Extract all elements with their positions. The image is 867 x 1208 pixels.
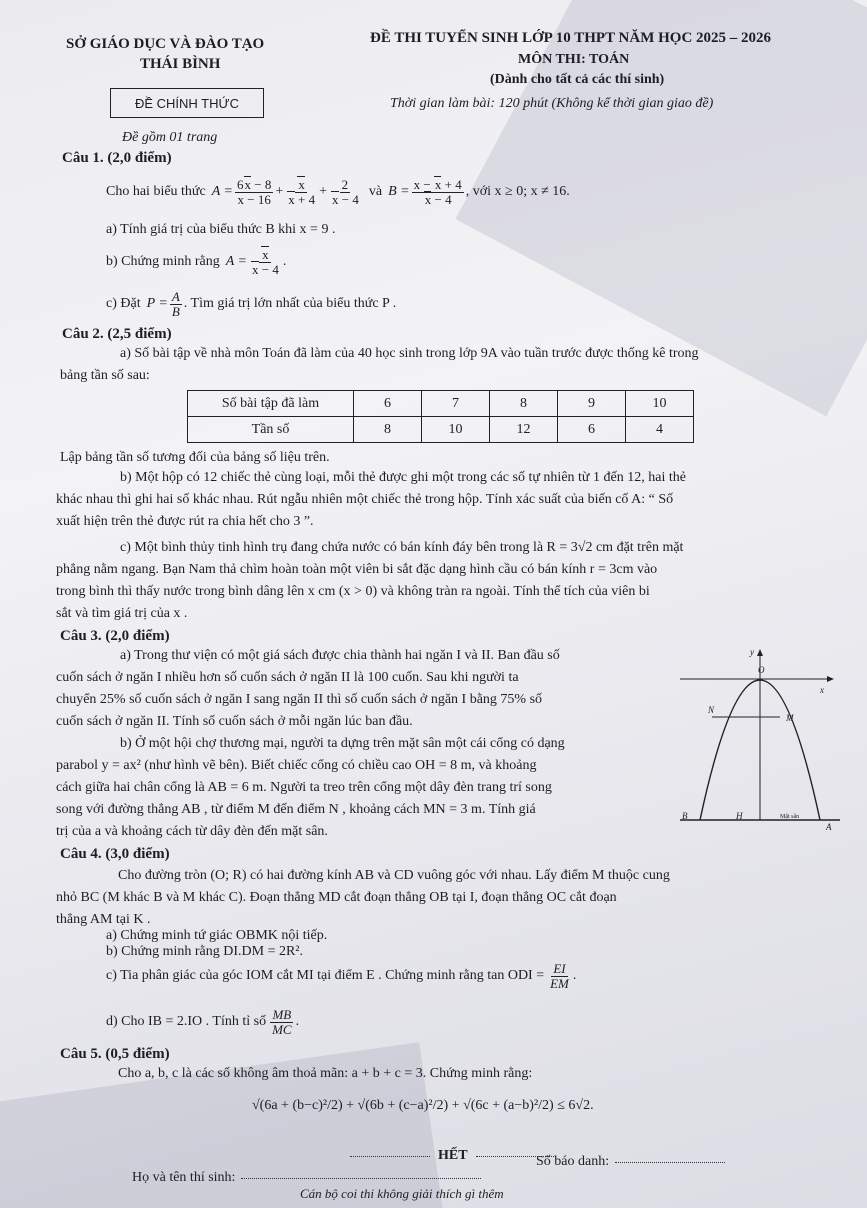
parabola-gate-diagram <box>680 645 840 835</box>
label-n: N <box>708 705 715 715</box>
q3-a-line2: cuốn sách ở ngăn I nhiều hơn số cuốn sách ở ngăn II là 100 cuốn. Sau khi người ta <box>56 670 519 685</box>
q5-inequality: √(6a + (b−c)²/2) + √(6b + (c−a)²/2) + √(6c + (a−b)²/2) ≤ 6√2. <box>252 1098 594 1113</box>
q5-line1: Cho a, b, c là các số không âm thoả mãn: a + b + c = 3. Chứng minh rằng: <box>118 1066 533 1081</box>
q2-c-line1: c) Một bình thủy tinh hình trụ đang chứa nước có bán kính đáy bên trong là R = 3√2 cm đặt trên mặt <box>120 540 684 555</box>
q4-part-d: d) Cho IB = 2.IO . Tính tỉ số $\frac{MB}{MC}$ . <box>106 1007 300 1037</box>
table-cell: 8 <box>354 417 422 443</box>
q2-title: Câu 2. (2,5 điểm) <box>62 326 172 342</box>
table-cell: 9 <box>558 391 626 417</box>
q1-condition: , với x ≥ 0; x ≠ 16. <box>465 184 570 200</box>
q1-title: Câu 1. (2,0 điểm) <box>62 150 172 166</box>
q3-a-line1: a) Trong thư viện có một giá sách được chia thành hai ngăn I và II. Ban đầu số <box>120 648 560 663</box>
end-text: HẾT <box>438 1148 468 1163</box>
q5-title: Câu 5. (0,5 điểm) <box>60 1046 170 1062</box>
table-row <box>188 391 694 417</box>
q4-line1: Cho đường tròn (O; R) có hai đường kính AB và CD vuông góc với nhau. Lấy điểm M thuộc cung <box>118 868 670 883</box>
exam-audience: (Dành cho tất cả các thí sinh) <box>490 72 665 87</box>
q1-expressions: Cho hai biểu thức A = $\frac{6x - 8}{x - 16}$ + $\frac{x}{x + 4}$ + $\frac{2}{x - 4}$ và B = $\frac{x - x + 4}{x - 4}$ , với x ≥ 0; x ≠ 16. <box>106 177 570 207</box>
exam-time: Thời gian làm bài: 120 phút (Không kể thời gian giao đề) <box>390 96 714 111</box>
q2-b-line2: khác nhau thì ghi hai số khác nhau. Rút ngẫu nhiên một chiếc thẻ trong hộp. Tính xác suất của biến cố A: “ Số <box>56 492 674 507</box>
candidate-id-label: Số báo danh: <box>536 1154 610 1169</box>
q3-a-line4: cuốn sách ở ngăn II. Tính số cuốn sách ở mỗi ngăn lúc ban đầu. <box>56 714 413 729</box>
table-cell: 7 <box>422 391 490 417</box>
page-count: Đề gồm 01 trang <box>122 130 218 145</box>
q4-part-a: a) Chứng minh tứ giác OBMK nội tiếp. <box>106 928 328 943</box>
table-cell: 8 <box>490 391 558 417</box>
q1-part-b: b) Chứng minh rằng A = $\frac{x}{x - 4}$ . <box>106 247 287 277</box>
q3-b-line1: b) Ở một hội chợ thương mại, người ta dựng trên mặt sân một cái cổng có dạng <box>120 736 565 751</box>
q4-part-d-text: d) Cho IB = 2.IO . Tính tỉ số <box>106 1014 267 1030</box>
candidate-id-field <box>536 1154 725 1170</box>
q3-b-line3: cách giữa hai chân cổng là AB = 6 m. Người ta treo trên cổng một dây đèn trang trí song <box>56 780 552 795</box>
q3-title: Câu 3. (2,0 điểm) <box>60 628 170 644</box>
label-y: y <box>750 647 754 657</box>
official-label: ĐỀ CHÍNH THỨC <box>134 95 240 111</box>
q1-part-c: c) Đặt P = $\frac{A}{B}$ . Tìm giá trị lớn nhất của biểu thức P . <box>106 289 397 319</box>
y-axis-arrow <box>757 649 763 656</box>
q3-b-line4: song với đường thẳng AB , từ điểm M đến điểm N , khoảng cách MN = 3 m. Tính giá <box>56 802 536 817</box>
proctor-note: Cán bộ coi thi không giải thích gì thêm <box>300 1186 504 1201</box>
q4-part-b: b) Chứng minh rằng DI.DM = 2R². <box>106 944 304 959</box>
label-x: x <box>820 685 824 695</box>
q1-part-a: a) Tính giá trị của biểu thức B khi x = 9 . <box>106 222 336 237</box>
label-b: B <box>682 811 688 821</box>
frequency-table <box>187 390 694 443</box>
label-h: H <box>736 811 743 821</box>
q4-part-c: c) Tia phân giác của góc IOM cắt MI tại điểm E . Chứng minh rằng tan ODI = $\frac{EI}{EM}$ . <box>106 961 577 991</box>
end-marker <box>350 1148 556 1164</box>
q2-c-line2: phẳng nằm ngang. Bạn Nam thả chìm hoàn toàn một viên bi sắt đặc dạng hình cầu có bán kính r = 3cm vào <box>56 562 658 577</box>
q3-a-line3: chuyển 25% số cuốn sách ở ngăn I sang ngăn II thì số cuốn sách ở ngăn I bằng 75% số <box>56 692 543 707</box>
q4-line2: nhỏ BC (M khác B và M khác C). Đoạn thẳng MD cắt đoạn thẳng OB tại I, đoạn thẳng OC cắt đoạn <box>56 890 617 905</box>
q1-part-c-end: . Tìm giá trị lớn nhất của biểu thức P . <box>183 296 397 312</box>
table-header-cell: Số bài tập đã làm <box>188 391 354 417</box>
q2-c-line4: sắt và tìm giá trị của x . <box>56 606 188 621</box>
q3-b-line2: parabol y = ax² (như hình vẽ bên). Biết chiếc cổng có chiều cao OH = 8 m, và khoảng <box>56 758 537 773</box>
exam-subject: MÔN THI: TOÁN <box>518 52 630 67</box>
q2-a-line3: Lập bảng tần số tương đối của bảng số liệu trên. <box>60 450 330 465</box>
table-cell: 12 <box>490 417 558 443</box>
q2-b-line3: xuất hiện trên thẻ được rút ra chia hết cho 3 ”. <box>56 514 314 529</box>
q1-part-c-text: c) Đặt <box>106 296 141 312</box>
candidate-name-label: Họ và tên thí sinh: <box>132 1170 236 1185</box>
label-o: O <box>758 665 765 675</box>
q2-c-line3: trong bình thì thấy nước trong bình dâng lên x cm (x > 0) và không tràn ra ngoài. Tính thể tích của viên bi <box>56 584 650 599</box>
table-cell: 6 <box>354 391 422 417</box>
label-ground: Mặt sân <box>780 814 800 820</box>
q1-intro: Cho hai biểu thức <box>106 184 206 200</box>
q4-title: Câu 4. (3,0 điểm) <box>60 846 170 862</box>
q2-a-line2: bảng tần số sau: <box>60 368 150 383</box>
table-cell: 6 <box>558 417 626 443</box>
q3-b-line5: trị của a và khoảng cách từ dây đèn đến mặt sân. <box>56 824 328 839</box>
q2-a-line1: a) Số bài tập về nhà môn Toán đã làm của 40 học sinh trong lớp 9A vào tuần trước được thống kê trong <box>120 346 699 361</box>
q4-part-c-text: c) Tia phân giác của góc IOM cắt MI tại điểm E . Chứng minh rằng tan ODI = <box>106 968 545 984</box>
label-a: A <box>826 822 832 832</box>
label-m: M <box>786 713 794 723</box>
table-row <box>188 417 694 443</box>
official-label-box <box>110 88 264 118</box>
q2-b-line1: b) Một hộp có 12 chiếc thẻ cùng loại, mỗi thẻ được ghi một trong các số tự nhiên từ 1 đến 12, hai thẻ <box>120 470 686 485</box>
q1-part-b-text: b) Chứng minh rằng <box>106 254 220 270</box>
department-name: SỞ GIÁO DỤC VÀ ĐÀO TẠO <box>66 36 265 52</box>
q4-line3: thẳng AM tại K . <box>56 912 151 927</box>
province-name: THÁI BÌNH <box>140 56 221 72</box>
table-cell: 10 <box>626 391 694 417</box>
exam-title: ĐỀ THI TUYỂN SINH LỚP 10 THPT NĂM HỌC 2025 – 2026 <box>370 30 772 46</box>
table-cell: 4 <box>626 417 694 443</box>
candidate-name-field <box>132 1170 481 1186</box>
table-header-cell: Tần số <box>188 417 354 443</box>
table-cell: 10 <box>422 417 490 443</box>
x-axis-arrow <box>827 676 834 682</box>
